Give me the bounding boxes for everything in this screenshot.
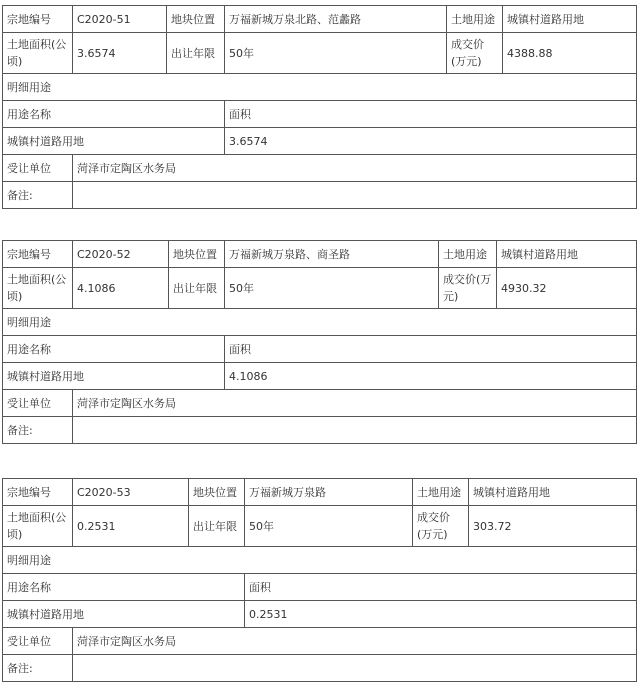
area-label: 土地面积(公顷)	[3, 506, 73, 547]
price-value: 4930.32	[497, 268, 637, 309]
price-label: 成交价(万元)	[439, 268, 497, 309]
table-row	[3, 547, 637, 574]
location-label: 地块位置	[169, 241, 225, 268]
location-value: 万福新城万泉路、商圣路	[225, 241, 439, 268]
term-value: 50年	[225, 268, 439, 309]
table-row	[3, 33, 637, 74]
land-use-value: 城镇村道路用地	[497, 241, 637, 268]
table-row	[3, 655, 637, 682]
detail-area-value: 4.1086	[225, 363, 637, 390]
assignee-value: 菏泽市定陶区水务局	[73, 390, 637, 417]
parcel-no-label: 宗地编号	[3, 479, 73, 506]
table-row	[3, 601, 637, 628]
parcel-table-2	[2, 240, 637, 444]
detail-area-value: 0.2531	[245, 601, 637, 628]
area-value: 4.1086	[73, 268, 169, 309]
term-label: 出让年限	[169, 268, 225, 309]
table-row	[3, 417, 637, 444]
assignee-value: 菏泽市定陶区水务局	[73, 155, 637, 182]
note-value	[73, 182, 637, 209]
use-name-label: 用途名称	[3, 336, 225, 363]
area-short-label: 面积	[225, 101, 637, 128]
area-label: 土地面积(公顷)	[3, 33, 73, 74]
area-label: 土地面积(公顷)	[3, 268, 73, 309]
detail-area-value: 3.6574	[225, 128, 637, 155]
location-label: 地块位置	[189, 479, 245, 506]
use-name-label: 用途名称	[3, 574, 245, 601]
term-label: 出让年限	[189, 506, 245, 547]
table-row	[3, 336, 637, 363]
location-value: 万福新城万泉北路、范蠡路	[225, 6, 447, 33]
price-label: 成交价(万元)	[447, 33, 503, 74]
note-label: 备注:	[3, 182, 73, 209]
note-label: 备注:	[3, 417, 73, 444]
land-use-label: 土地用途	[413, 479, 469, 506]
table-row	[3, 574, 637, 601]
table-row	[3, 155, 637, 182]
detail-name-value: 城镇村道路用地	[3, 363, 225, 390]
note-value	[73, 655, 637, 682]
area-short-label: 面积	[245, 574, 637, 601]
table-row	[3, 182, 637, 209]
detail-use-heading: 明细用途	[3, 74, 637, 101]
land-use-label: 土地用途	[439, 241, 497, 268]
detail-name-value: 城镇村道路用地	[3, 128, 225, 155]
area-value: 0.2531	[73, 506, 189, 547]
area-short-label: 面积	[225, 336, 637, 363]
parcel-no-label: 宗地编号	[3, 241, 73, 268]
table-row	[3, 268, 637, 309]
assignee-label: 受让单位	[3, 155, 73, 182]
location-label: 地块位置	[167, 6, 225, 33]
term-value: 50年	[245, 506, 413, 547]
table-row	[3, 479, 637, 506]
note-label: 备注:	[3, 655, 73, 682]
table-row	[3, 390, 637, 417]
table-row	[3, 363, 637, 390]
table-row	[3, 309, 637, 336]
table-row	[3, 74, 637, 101]
use-name-label: 用途名称	[3, 101, 225, 128]
table-row	[3, 128, 637, 155]
note-value	[73, 417, 637, 444]
price-label: 成交价(万元)	[413, 506, 469, 547]
parcel-no-value: C2020-53	[73, 479, 189, 506]
detail-use-heading: 明细用途	[3, 309, 637, 336]
parcel-no-value: C2020-51	[73, 6, 167, 33]
parcel-no-label: 宗地编号	[3, 6, 73, 33]
table-row	[3, 6, 637, 33]
land-use-value: 城镇村道路用地	[503, 6, 637, 33]
assignee-label: 受让单位	[3, 628, 73, 655]
table-row	[3, 241, 637, 268]
detail-use-heading: 明细用途	[3, 547, 637, 574]
parcel-no-value: C2020-52	[73, 241, 169, 268]
assignee-label: 受让单位	[3, 390, 73, 417]
land-use-value: 城镇村道路用地	[469, 479, 637, 506]
parcel-table-1	[2, 5, 637, 209]
price-value: 303.72	[469, 506, 637, 547]
table-row	[3, 101, 637, 128]
price-value: 4388.88	[503, 33, 637, 74]
table-row	[3, 506, 637, 547]
parcel-table-3	[2, 478, 637, 682]
detail-name-value: 城镇村道路用地	[3, 601, 245, 628]
assignee-value: 菏泽市定陶区水务局	[73, 628, 637, 655]
land-use-label: 土地用途	[447, 6, 503, 33]
term-label: 出让年限	[167, 33, 225, 74]
location-value: 万福新城万泉路	[245, 479, 413, 506]
term-value: 50年	[225, 33, 447, 74]
table-row	[3, 628, 637, 655]
area-value: 3.6574	[73, 33, 167, 74]
